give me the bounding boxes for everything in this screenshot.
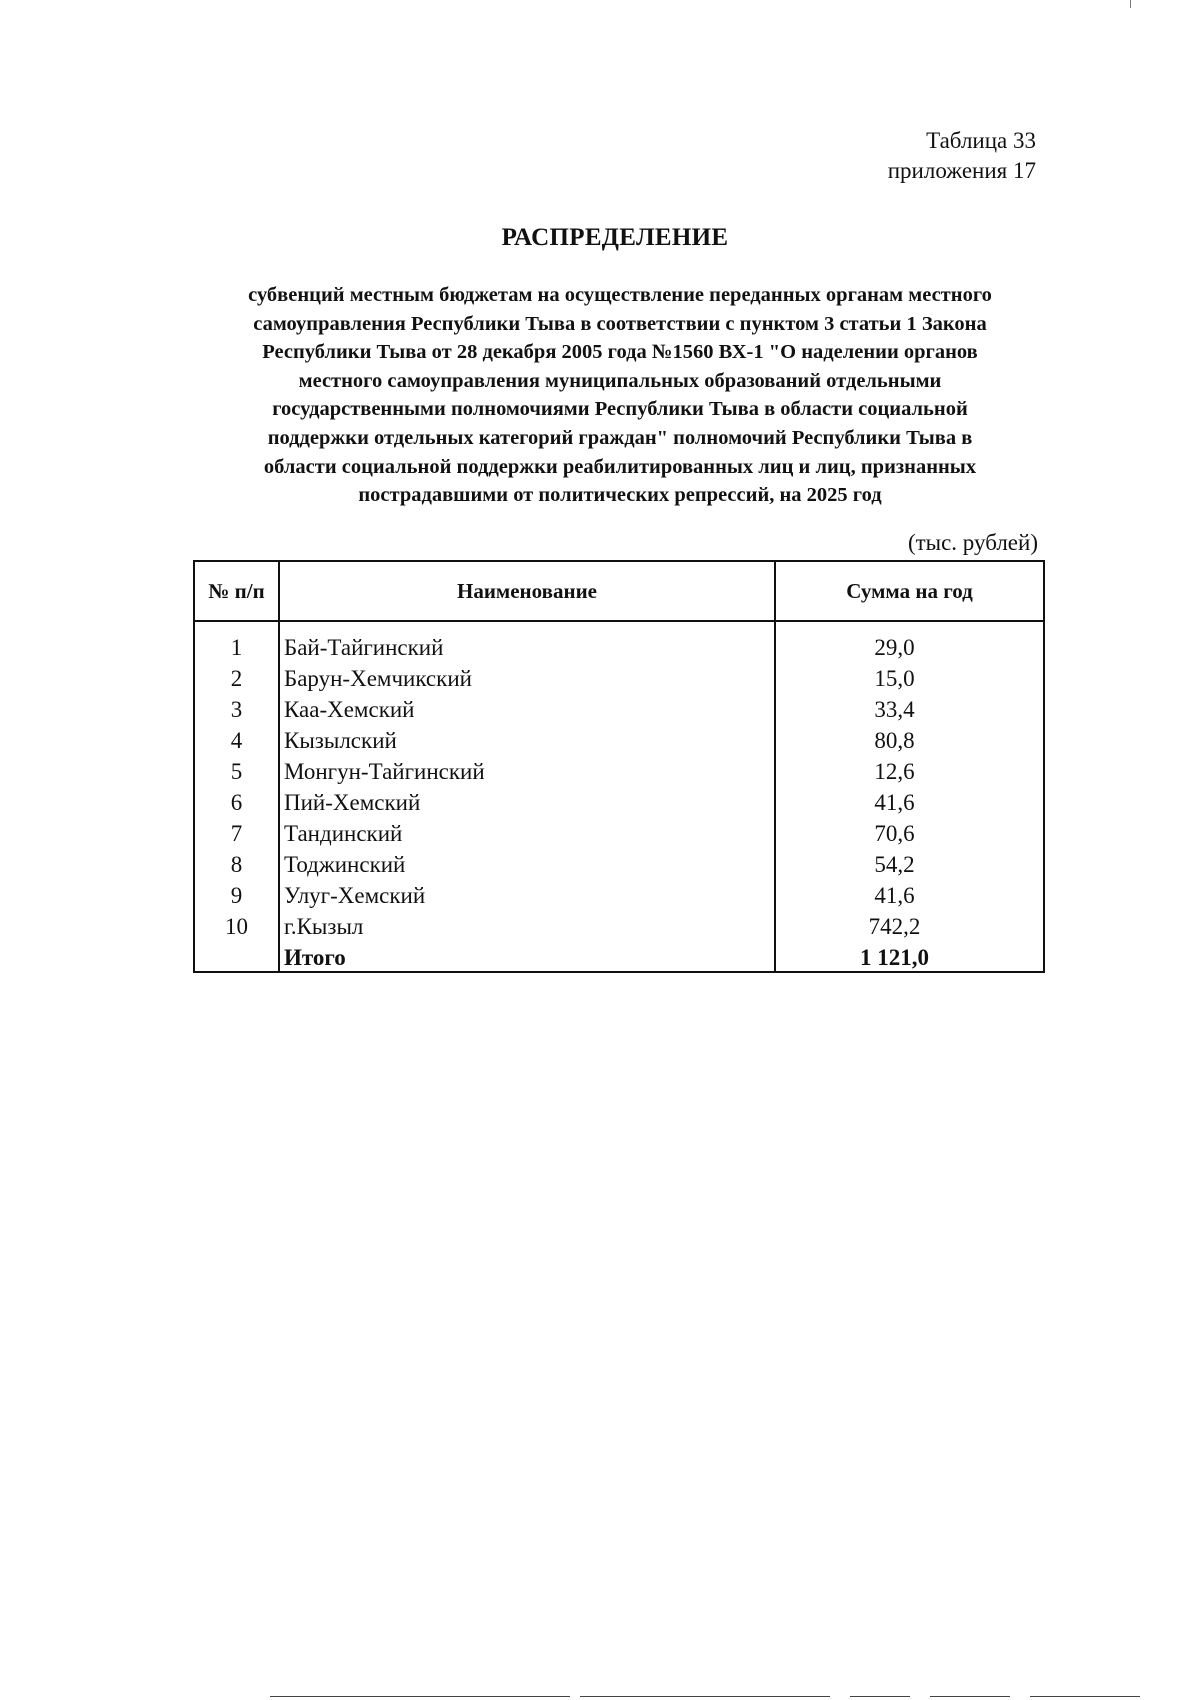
table-row (194, 723, 1044, 754)
subtitle-line: пострадавшими от политических репрессий, на 2025 год (358, 484, 882, 507)
row-name: Улуг-Хемский (279, 878, 775, 909)
row-name: Барун-Хемчикский (279, 661, 775, 692)
row-number: 5 (194, 754, 279, 785)
total-label: Итого (279, 940, 775, 972)
scan-mark (1130, 0, 1131, 8)
row-name: Монгун-Тайгинский (279, 754, 775, 785)
row-number: 4 (194, 723, 279, 754)
header-number: № п/п (194, 561, 279, 621)
footer-rule (270, 1696, 570, 1697)
total-number (194, 940, 279, 972)
table-total-row (194, 940, 1044, 972)
row-number: 9 (194, 878, 279, 909)
subtitle-line: поддержки отдельных категорий граждан" полномочий Республики Тыва в (267, 426, 973, 449)
row-name: г.Кызыл (279, 909, 775, 940)
row-number: 2 (194, 661, 279, 692)
row-sum: 29,0 (775, 621, 1044, 661)
table-row (194, 621, 1044, 661)
footer-rule (580, 1696, 830, 1697)
row-number: 10 (194, 909, 279, 940)
row-number: 7 (194, 816, 279, 847)
subtitle-line: области социальной поддержки реабилитированных лиц и лиц, признанных (263, 455, 977, 478)
table-row (194, 785, 1044, 816)
footer-rule (1030, 1696, 1140, 1697)
subtitle-line: субвенций местным бюджетам на осуществление переданных органам местного (248, 284, 992, 306)
row-sum: 33,4 (775, 692, 1044, 723)
document-subtitle (210, 281, 1030, 510)
unit-label: (тыс. рублей) (907, 530, 1038, 555)
row-number: 6 (194, 785, 279, 816)
row-name: Тоджинский (279, 847, 775, 878)
row-name: Кызылский (279, 723, 775, 754)
row-sum: 41,6 (775, 785, 1044, 816)
row-sum: 41,6 (775, 878, 1044, 909)
reference-appendix: приложения 17 (887, 158, 1036, 183)
row-sum: 15,0 (775, 661, 1044, 692)
table-row (194, 878, 1044, 909)
row-name: Каа-Хемский (279, 692, 775, 723)
document-title: РАСПРЕДЕЛЕНИЕ (501, 224, 729, 251)
total-sum: 1 121,0 (775, 940, 1044, 972)
subtitle-line: местного самоуправления муниципальных образований отдельными (298, 369, 942, 392)
row-sum: 80,8 (775, 723, 1044, 754)
row-sum: 12,6 (775, 754, 1044, 785)
table-row (194, 754, 1044, 785)
row-sum: 70,6 (775, 816, 1044, 847)
table-row (194, 909, 1044, 940)
subtitle-line: самоуправления Республики Тыва в соответствии с пунктом 3 статьи 1 Закона (253, 312, 987, 335)
row-sum: 54,2 (775, 847, 1044, 878)
table-row (194, 661, 1044, 692)
footer-rule (850, 1696, 910, 1697)
row-number: 8 (194, 847, 279, 878)
row-name: Бай-Тайгинский (279, 621, 775, 661)
header-sum: Сумма на год (775, 561, 1044, 621)
table-reference (888, 126, 1036, 186)
table-row (194, 847, 1044, 878)
row-number: 3 (194, 692, 279, 723)
subtitle-line: Республики Тыва от 28 декабря 2005 года №1560 ВХ-1 "О наделении органов (262, 341, 978, 364)
footer-rule (930, 1696, 1010, 1697)
table-row (194, 692, 1044, 723)
table-row (194, 816, 1044, 847)
row-name: Тандинский (279, 816, 775, 847)
row-number: 1 (194, 621, 279, 661)
row-sum: 742,2 (775, 909, 1044, 940)
row-name: Пий-Хемский (279, 785, 775, 816)
table-header-row (194, 561, 1044, 621)
header-name: Наименование (279, 561, 775, 621)
reference-table-number: Таблица 33 (926, 128, 1036, 153)
subtitle-line: государственными полномочиями Республики Тыва в области социальной (272, 398, 968, 421)
distribution-table (193, 560, 1045, 973)
